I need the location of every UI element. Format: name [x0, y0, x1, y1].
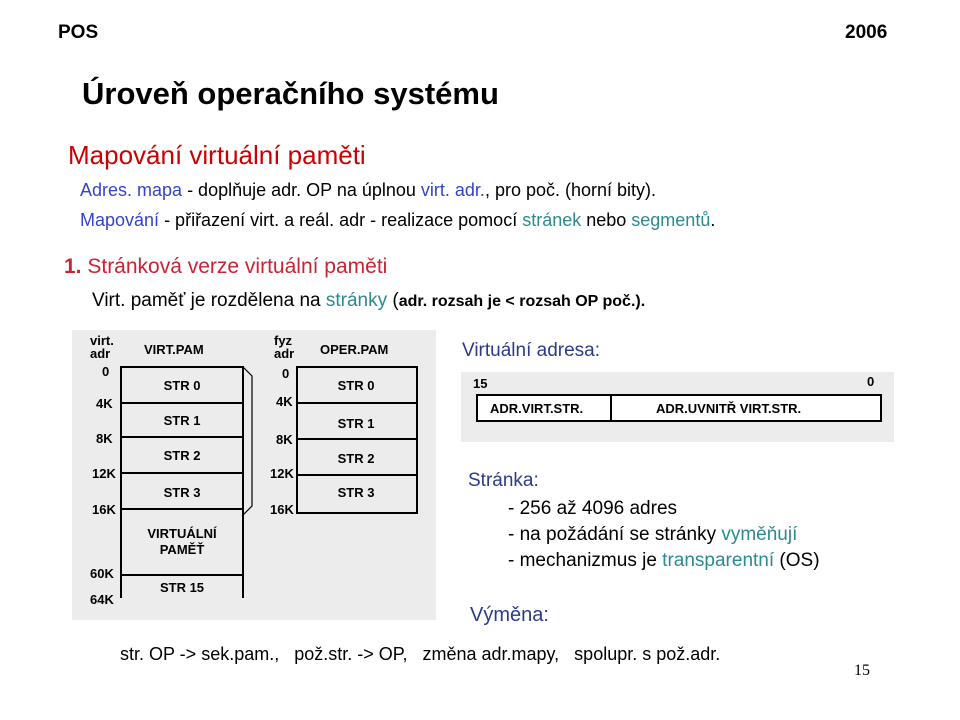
virt-address: 12K	[92, 466, 116, 481]
highlight: stránek	[522, 210, 582, 230]
list-item	[508, 550, 820, 572]
vymena-label: Výměna:	[470, 604, 549, 626]
oper-page: STR 1	[337, 416, 375, 431]
list-item	[508, 524, 797, 546]
row-divider	[120, 366, 244, 368]
item-text: - mechanizmus je	[508, 550, 663, 571]
page-title: Úroveň operačního systému	[82, 76, 499, 111]
row-divider	[296, 438, 416, 440]
virtual-address-panel	[461, 372, 894, 442]
virt-page-label: PAMĚŤ	[159, 542, 205, 557]
vymena-text: str. OP -> sek.pam., pož.str. -> OP, změna adr.mapy, spolupr. s pož.adr.	[120, 644, 721, 664]
item-text: - na požádání se stránky	[508, 524, 722, 545]
virt-address: 0	[102, 364, 110, 379]
header-line: virt.	[90, 333, 114, 348]
field-offset: ADR.UVNITŘ VIRT.STR.	[656, 401, 802, 416]
row-divider	[296, 474, 416, 476]
highlight: vyměňují	[721, 524, 798, 545]
line-text: .	[710, 210, 716, 230]
virt-page-label: VIRTUÁLNÍ	[147, 526, 217, 541]
fyz-address: 8K	[276, 432, 293, 447]
virt-address: 64K	[90, 592, 114, 607]
line-text: - přiřazení virt. a reál. adr - realizace pomocí	[159, 210, 523, 230]
row-divider	[120, 472, 244, 474]
virt-column	[120, 366, 244, 598]
term-adres-mapa: Adres. mapa	[80, 180, 183, 200]
term-mapovani: Mapování	[80, 210, 160, 230]
heading-text: Stránková verze virtuální paměti	[81, 255, 388, 278]
virtual-address-label: Virtuální adresa:	[462, 340, 601, 361]
virt-address: 60K	[90, 566, 114, 581]
virt-address: 8K	[96, 431, 113, 446]
address-register	[476, 394, 882, 422]
virt-address: 4K	[96, 396, 113, 411]
highlight: stránky	[325, 290, 388, 311]
virt-page: STR 1	[163, 413, 201, 428]
virt-page: STR 15	[159, 580, 205, 595]
oper-page: STR 3	[337, 485, 375, 500]
bit-high: 15	[473, 376, 488, 391]
header-line: fyz	[274, 333, 293, 348]
oper-page: STR 2	[337, 451, 375, 466]
highlight: virt. adr.	[420, 180, 485, 200]
bit-low: 0	[867, 374, 875, 389]
fyz-adr-header	[274, 334, 294, 360]
memory-mapping-diagram	[72, 330, 436, 620]
heading-strankova-verze	[64, 255, 387, 279]
virt-pam-title: VIRT.PAM	[144, 342, 204, 357]
item-text: (OS)	[774, 550, 820, 571]
line-text: nebo	[581, 210, 632, 230]
line-adres-mapa	[80, 180, 656, 201]
row-divider	[120, 508, 244, 510]
fyz-address: 12K	[270, 466, 294, 481]
line-text: (	[387, 290, 399, 311]
row-divider	[120, 574, 244, 576]
field-virt-page: ADR.VIRT.STR.	[490, 401, 584, 416]
line-mapovani	[80, 210, 715, 231]
fyz-address: 4K	[276, 394, 293, 409]
highlight: transparentní	[662, 550, 775, 571]
line-virt-pamet	[92, 290, 645, 312]
page-number: 15	[854, 662, 870, 679]
virt-page: STR 3	[163, 485, 201, 500]
row-divider	[120, 436, 244, 438]
fyz-address: 16K	[270, 502, 294, 517]
brace-icon	[240, 366, 256, 516]
stranka-label: Stránka:	[468, 470, 539, 491]
header-line: adr	[274, 346, 295, 361]
line-text: Virt. paměť je rozdělena na	[92, 290, 326, 311]
line-text: , pro poč. (horní bity).	[484, 180, 657, 200]
section-subtitle: Mapování virtuální paměti	[68, 140, 366, 170]
virt-page: STR 0	[163, 378, 201, 393]
list-item: - 256 až 4096 adres	[508, 498, 678, 519]
fyz-address: 0	[282, 366, 290, 381]
row-divider	[120, 402, 244, 404]
virt-address: 16K	[92, 502, 116, 517]
heading-number: 1.	[64, 255, 82, 278]
line-text: - doplňuje adr. OP na úplnou	[182, 180, 421, 200]
header-year: 2006	[845, 22, 888, 43]
line-text-small: adr. rozsah je < rozsah OP poč.).	[398, 293, 646, 310]
row-divider	[296, 402, 416, 404]
highlight: segmentů	[631, 210, 711, 230]
header-course: POS	[58, 22, 99, 43]
oper-pam-title: OPER.PAM	[320, 342, 389, 357]
virt-page: STR 2	[163, 448, 201, 463]
oper-page: STR 0	[337, 378, 375, 393]
header-line: adr	[90, 346, 111, 361]
virt-adr-header	[90, 334, 114, 360]
